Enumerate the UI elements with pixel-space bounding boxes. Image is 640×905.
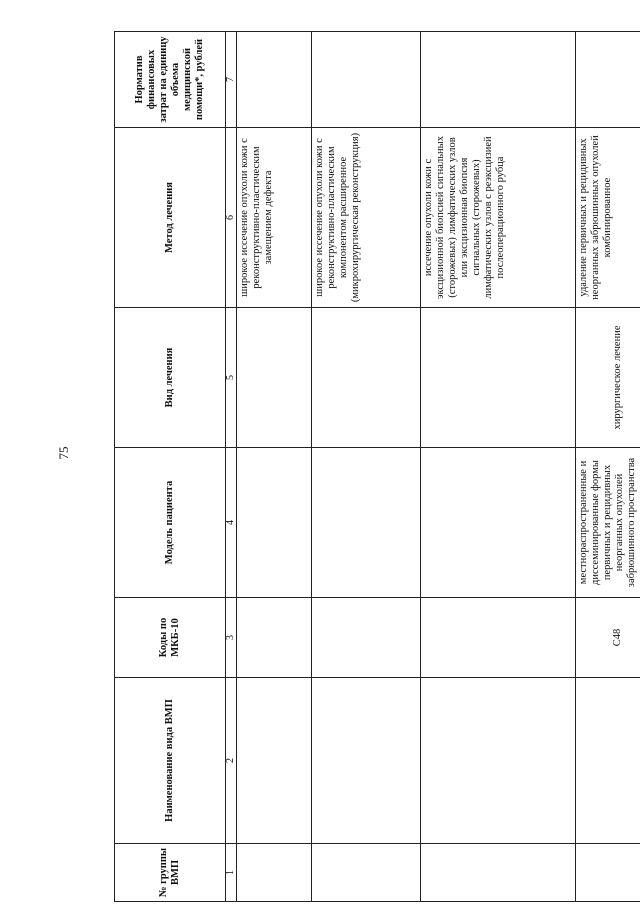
cell-patient-model: [237, 448, 312, 598]
cell-patient-model: местнораспространенные и диссеминированные формы первичных и рецидивных неорганных опухолей забрюшинного пространства: [576, 448, 640, 598]
cell-treatment-type: хирургическое лечение: [576, 308, 640, 448]
cell-group-number: [576, 844, 640, 902]
cell-treatment-method: широкое иссечение опухоли кожи с реконструктивно-пластическим компонентом расширенное (микрохирургическая реконструкция): [312, 128, 421, 308]
cell-group-number: [312, 844, 421, 902]
rotated-table-stage: [114, 32, 637, 902]
cell-vmp-name: [237, 678, 312, 844]
cell-vmp-name: [421, 678, 576, 844]
cell-cost-norm: [576, 32, 640, 128]
cell-icd-codes: [237, 598, 312, 678]
header-icd-codes: Коды по МКБ-10: [115, 598, 226, 678]
column-number: 5: [226, 308, 237, 448]
cell-treatment-type: [237, 308, 312, 448]
cell-group-number: [237, 844, 312, 902]
column-number: 3: [226, 598, 237, 678]
column-number-row: [226, 32, 237, 902]
cell-cost-norm: [312, 32, 421, 128]
page-number: 75: [56, 446, 71, 460]
cell-patient-model: [312, 448, 421, 598]
header-group-number: № группы ВМП: [115, 844, 226, 902]
vmp-table: [114, 31, 640, 902]
table-row: [312, 32, 421, 902]
column-number: 1: [226, 844, 237, 902]
cell-icd-codes: C48: [576, 598, 640, 678]
cell-treatment-method: удаление первичных и рецидивных неорганных забрюшинных опухолей комбинированное: [576, 128, 640, 308]
table-row: [576, 32, 640, 902]
header-cost-norm: Норматив финансовых затрат на единицу объема медицинской помощи*, рублей: [115, 32, 226, 128]
column-number: 2: [226, 678, 237, 844]
cell-treatment-type: [312, 308, 421, 448]
cell-treatment-type: [421, 308, 576, 448]
cell-vmp-name: [312, 678, 421, 844]
cell-patient-model: [421, 448, 576, 598]
header-patient-model: Модель пациента: [115, 448, 226, 598]
header-treatment-type: Вид лечения: [115, 308, 226, 448]
table-row: [421, 32, 576, 902]
cell-group-number: [421, 844, 576, 902]
cell-icd-codes: [312, 598, 421, 678]
table-row: [237, 32, 312, 902]
column-number: 4: [226, 448, 237, 598]
cell-vmp-name: [576, 678, 640, 844]
cell-cost-norm: [421, 32, 576, 128]
cell-cost-norm: [237, 32, 312, 128]
column-number: 6: [226, 128, 237, 308]
cell-treatment-method: широкое иссечение опухоли кожи с реконструктивно-пластическим замещением дефекта: [237, 128, 312, 308]
header-treatment-method: Метод лечения: [115, 128, 226, 308]
column-number: 7: [226, 32, 237, 128]
cell-treatment-method: иссечение опухоли кожи с эксцизионной биопсией сигнальных (сторожевых) лимфатических узлов или эксцизионная биопсия сигнальных (сторожевых) лимфатических узлов с реэксцизией послеоперационного рубца: [421, 128, 576, 308]
header-row: [115, 32, 226, 902]
cell-icd-codes: [421, 598, 576, 678]
header-vmp-name: Наименование вида ВМП: [115, 678, 226, 844]
